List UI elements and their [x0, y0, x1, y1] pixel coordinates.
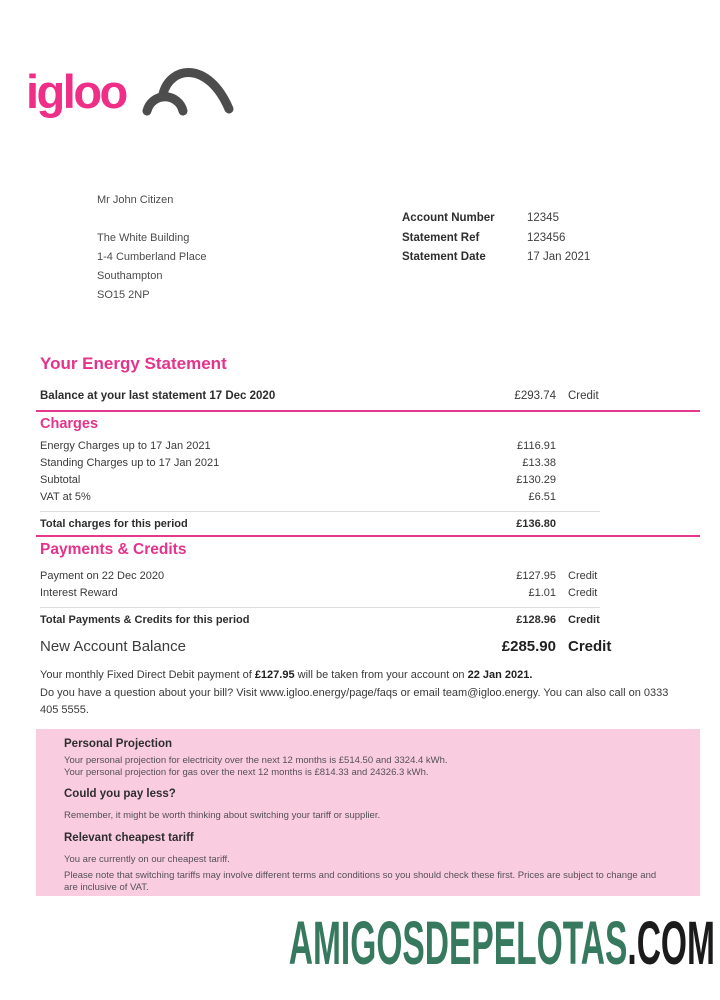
watermark	[289, 908, 715, 978]
address-line: 1-4 Cumberland Place	[97, 251, 207, 263]
igloo-logo-text: igloo	[26, 65, 126, 118]
total-payments-status: Credit	[568, 614, 600, 626]
payment-status: Credit	[568, 587, 598, 599]
charge-amount: £130.29	[516, 474, 556, 486]
payment-row	[40, 585, 600, 602]
charge-amount: £6.51	[528, 491, 556, 503]
watermark-main: AMIGOSDEPELOTAS	[288, 909, 628, 977]
charges-heading: Charges	[40, 416, 99, 432]
new-balance-amount: £285.90	[501, 638, 556, 655]
payment-row	[40, 568, 600, 585]
igloo-dome-icon	[142, 58, 238, 116]
section-divider	[36, 535, 700, 537]
pay-less-heading: Could you pay less?	[64, 788, 176, 800]
pay-less-text: Remember, it might be worth thinking about switching your tariff or supplier.	[64, 810, 381, 821]
page-title: Your Energy Statement	[40, 354, 227, 373]
charge-label: VAT at 5%	[40, 491, 91, 503]
charge-row	[40, 455, 600, 472]
charge-label: Standing Charges up to 17 Jan 2021	[40, 457, 220, 469]
charge-amount: £116.91	[517, 440, 556, 452]
personal-projection-box	[36, 729, 700, 896]
direct-debit-line	[40, 667, 676, 685]
last-balance-label: Balance at your last statement 17 Dec 2020	[40, 390, 276, 402]
direct-debit-date: 22 Jan 2021.	[467, 669, 533, 681]
address-line: The White Building	[97, 232, 190, 244]
account-number-label: Account Number	[402, 212, 495, 224]
section-divider	[36, 410, 700, 412]
new-balance-label: New Account Balance	[40, 638, 186, 655]
account-info-block	[402, 209, 590, 268]
cheapest-tariff-text: You are currently on our cheapest tariff.	[64, 853, 230, 865]
charge-label: Subtotal	[40, 474, 81, 486]
payment-status: Credit	[568, 570, 598, 582]
total-charges-row	[40, 516, 600, 533]
address-line: Southampton	[97, 270, 163, 282]
cheapest-tariff-heading: Relevant cheapest tariff	[64, 831, 194, 844]
payment-label: Payment on 22 Dec 2020	[40, 570, 165, 582]
new-account-balance-row	[40, 638, 612, 655]
direct-debit-note	[40, 667, 676, 720]
charge-row	[40, 489, 600, 506]
charge-row	[40, 438, 600, 455]
statement-ref-value: 123456	[527, 231, 566, 244]
address-postcode: SO15 2NP	[97, 289, 150, 301]
payment-label: Interest Reward	[40, 587, 118, 599]
charge-amount: £13.38	[522, 457, 556, 469]
total-charges-label: Total charges for this period	[40, 518, 188, 530]
statement-ref-label: Statement Ref	[402, 231, 480, 244]
account-number-value: 12345	[527, 212, 559, 224]
last-balance-amount: £293.74	[514, 390, 556, 402]
watermark-suffix: .COM	[627, 909, 715, 977]
subtotal-divider	[40, 511, 600, 512]
total-payments-row	[40, 612, 600, 629]
note-text: Your monthly Fixed Direct Debit payment of	[40, 669, 255, 681]
payments-divider	[40, 607, 600, 608]
statement-date-label: Statement Date	[402, 251, 486, 263]
new-balance-status: Credit	[568, 638, 612, 655]
recipient-address-block	[97, 191, 206, 305]
account-number-row	[402, 209, 590, 229]
personal-projection-heading: Personal Projection	[64, 738, 173, 750]
total-payments-label: Total Payments & Credits for this period	[40, 614, 250, 626]
electricity-projection: Your personal projection for electricity over the next 12 months is £514.50 and 3324.4 kWh.	[64, 755, 448, 766]
payments-section	[40, 541, 612, 655]
total-charges-amount: £136.80	[516, 518, 556, 530]
payments-heading: Payments & Credits	[40, 541, 187, 558]
last-balance-row	[40, 390, 600, 402]
switching-disclaimer: Please note that switching tariffs may involve different terms and conditions so you should check these first. Prices are subject to change and are inclusive of VAT.	[64, 870, 657, 893]
charges-section	[40, 416, 600, 533]
recipient-name: Mr John Citizen	[97, 194, 174, 206]
total-payments-amount: £128.96	[516, 614, 556, 626]
statement-date-row	[402, 248, 590, 268]
direct-debit-amount: £127.95	[254, 669, 295, 681]
charge-row	[40, 472, 600, 489]
payment-amount: £127.95	[516, 570, 556, 582]
statement-date-value: 17 Jan 2021	[527, 251, 591, 263]
gas-projection: Your personal projection for gas over the next 12 months is £814.33 and 24326.3 kWh.	[64, 766, 429, 778]
charge-label: Energy Charges up to 17 Jan 2021	[40, 440, 211, 452]
contact-line: Do you have a question about your bill? Visit www.igloo.energy/page/faqs or email team@igloo.energy. You can also call on 0333 405 5555.	[40, 686, 669, 716]
note-text: will be taken from your account on	[294, 669, 468, 681]
payment-amount: £1.01	[528, 587, 556, 599]
statement-ref-row	[402, 229, 590, 249]
last-balance-status: Credit	[568, 390, 599, 402]
